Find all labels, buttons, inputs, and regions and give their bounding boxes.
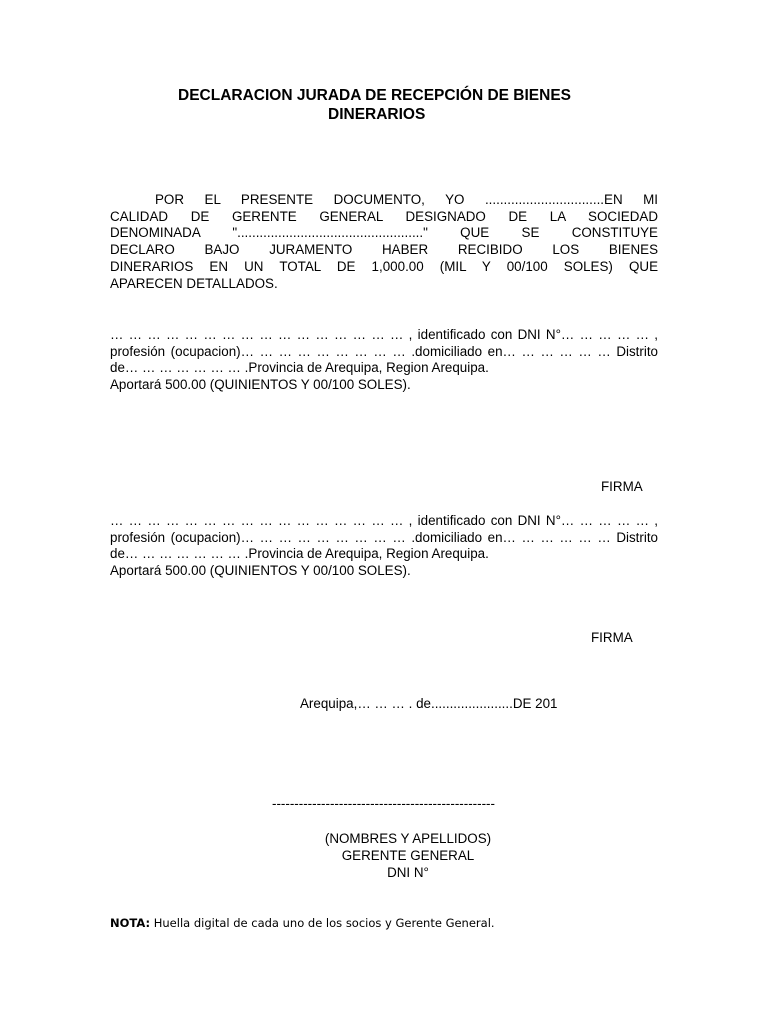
partner-1-block bbox=[110, 327, 658, 394]
signature-line: -------------------------------------------------- bbox=[272, 796, 495, 811]
firma-label-1: FIRMA bbox=[601, 479, 643, 494]
paragraph-line: DINERARIOS EN UN TOTAL DE 1,000.00 (MIL Y 00/100 SOLES) QUE bbox=[110, 258, 658, 274]
firma-label-2: FIRMA bbox=[591, 630, 633, 645]
partner-line: … … … … … … … … … … … … … … … … , identificado con DNI N°… … … … … , bbox=[110, 327, 658, 342]
signature-names: (NOMBRES Y APELLIDOS) bbox=[324, 831, 492, 846]
paragraph-line: APARECEN DETALLADOS. bbox=[110, 275, 278, 291]
partner-2-block bbox=[110, 513, 658, 580]
signature-dni: DNI N° bbox=[387, 865, 429, 880]
signature-role: GERENTE GENERAL bbox=[341, 848, 475, 863]
declaration-paragraph bbox=[110, 192, 658, 292]
note bbox=[110, 916, 495, 930]
note-label: NOTA: bbox=[110, 916, 151, 930]
partner-line: de… … … … … … … .Provincia de Arequipa, Region Arequipa. bbox=[110, 546, 489, 562]
partner-line: … … … … … … … … … … … … … … … … , identificado con DNI N°… … … … … , bbox=[110, 513, 658, 528]
document-title bbox=[110, 86, 658, 124]
title-line-1: DECLARACION JURADA DE RECEPCIÓN DE BIENES bbox=[178, 87, 571, 104]
partner-line: profesión (ocupacion)… … … … … … … … … .domiciliado en… … … … … … Distrito bbox=[110, 343, 658, 359]
signature-block bbox=[260, 830, 556, 881]
paragraph-line: DECLARO BAJO JURAMENTO HABER RECIBIDO LOS BIENES bbox=[110, 242, 658, 258]
paragraph-line: CALIDAD DE GERENTE GENERAL DESIGNADO DE LA SOCIEDAD bbox=[110, 208, 658, 224]
paragraph-line: DENOMINADA ".................................................." QUE SE CONSTITUYE bbox=[110, 225, 658, 241]
date-line: Arequipa,… … … . de......................DE 201 bbox=[300, 696, 558, 711]
partner-line: de… … … … … … … .Provincia de Arequipa, Region Arequipa. bbox=[110, 360, 489, 376]
partner-line: Aportará 500.00 (QUINIENTOS Y 00/100 SOLES). bbox=[110, 563, 411, 579]
title-line-2: DINERARIOS bbox=[328, 106, 426, 123]
note-text: Huella digital de cada uno de los socios y Gerente General. bbox=[150, 916, 495, 930]
paragraph-line: POR EL PRESENTE DOCUMENTO, YO ................................EN MI bbox=[155, 192, 658, 207]
partner-line: profesión (ocupacion)… … … … … … … … … .domiciliado en… … … … … … Distrito bbox=[110, 529, 658, 545]
partner-line: Aportará 500.00 (QUINIENTOS Y 00/100 SOLES). bbox=[110, 377, 411, 393]
